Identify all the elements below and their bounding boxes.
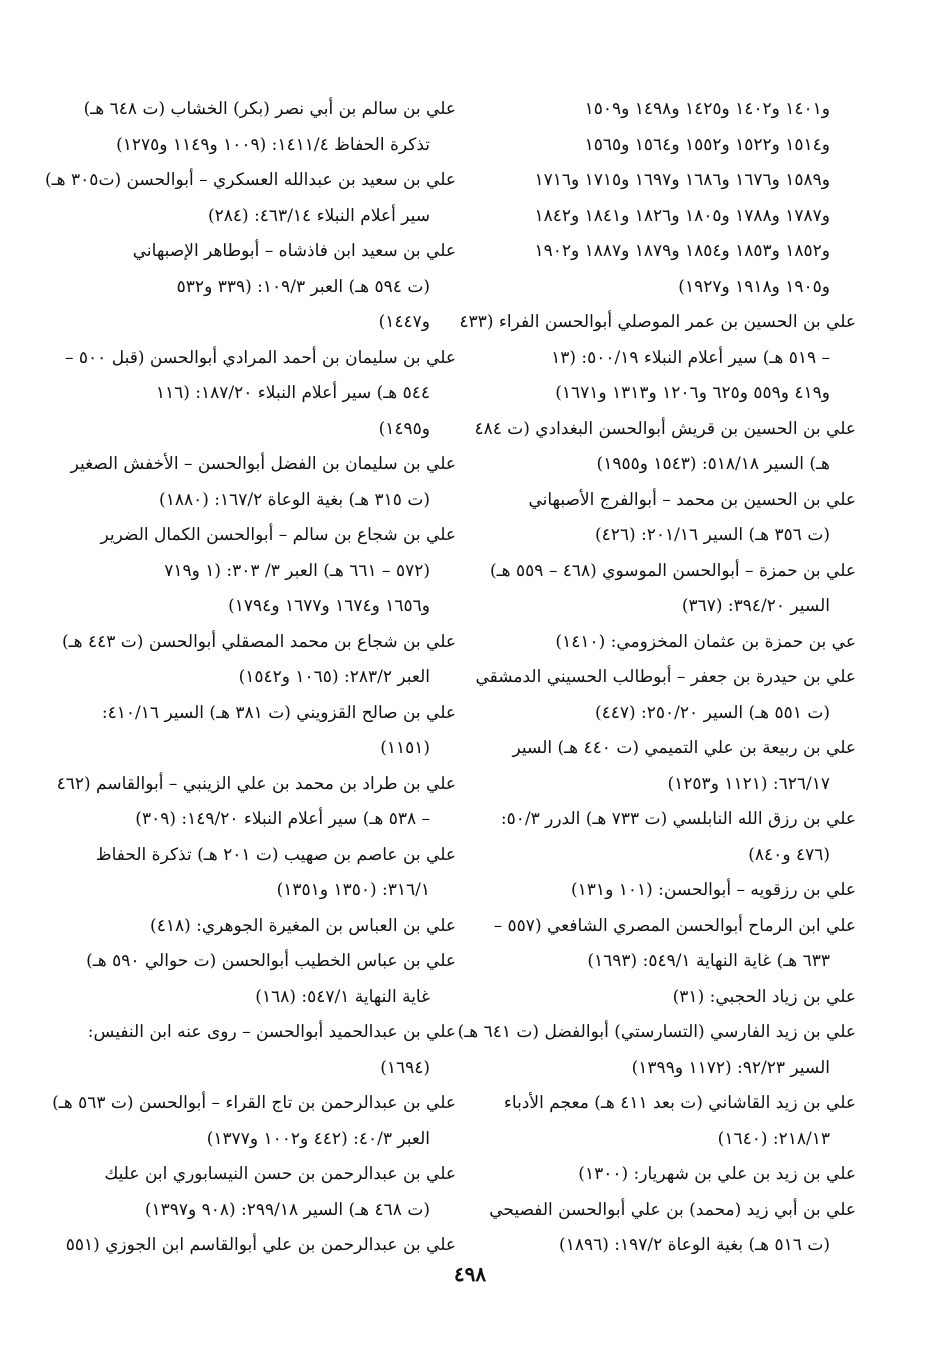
index-entry-line: علي بن عبدالرحمن بن حسن النيسابوري ابن عليك bbox=[104, 1164, 456, 1184]
index-entry-line: علي بن سالم بن أبي نصر (بكر) الخشاب (ت ٦٤٨ هـ) bbox=[83, 99, 456, 119]
index-entry-line: (ت ٣١٥ هـ) بغية الوعاة ١٦٧/٢: (١٨٨٠) bbox=[159, 489, 430, 510]
index-entry-line: علي ابن الرماح أبوالحسن المصري الشافعي (٥٥٧ – bbox=[493, 915, 856, 936]
index-entry-line: و١٤٤٧) bbox=[378, 312, 430, 332]
index-entry-line: تذكرة الحفاظ ١٤١١/٤: (١٠٠٩ و١١٤٩ و١٢٧٥) bbox=[116, 134, 430, 155]
index-entry-line: علي بن أبي زيد (محمد) بن علي أبوالحسن الفصيحي bbox=[489, 1199, 856, 1220]
index-entry-line: علي بن طراد بن محمد بن علي الزينبي – أبوالقاسم (٤٦٢ bbox=[56, 773, 456, 794]
index-entry-line: علي بن حيدرة بن جعفر – أبوطالب الحسيني الدمشقي bbox=[475, 667, 856, 687]
index-entry-line: و١٥٨٩ و١٦٧٦ و١٦٨٦ و١٦٩٧ و١٧١٥ و١٧١٦ bbox=[534, 170, 830, 190]
index-entry-line: علي بن عبدالرحمن بن علي أبوالقاسم ابن الجوزي (٥٥١ bbox=[65, 1235, 456, 1255]
index-entry-line: (ت ٥١٦ هـ) بغية الوعاة ١٩٧/٢: (١٨٩٦) bbox=[559, 1235, 830, 1255]
index-entry-line: و١٨٥٢ و١٨٥٣ و١٨٥٤ و١٨٧٩ و١٨٨٧ و١٩٠٢ bbox=[534, 241, 830, 261]
index-entry-line: السير ٩٢/٢٣: (١١٧٢ و١٣٩٩) bbox=[631, 1057, 830, 1078]
index-entry-line: علي بن زيد الفارسي (التسارستي) أبوالفضل (ت ٦٤١ هـ) bbox=[457, 1022, 856, 1042]
index-entry-line: – ٥١٩ هـ) سير أعلام النبلاء ٥٠٠/١٩: (١٣ bbox=[551, 347, 830, 368]
index-entry-line: ٥٤٤ هـ) سير أعلام النبلاء ١٨٧/٢٠: (١١٦ bbox=[155, 383, 430, 403]
index-entry-line: علي بن عباس الخطيب أبوالحسن (ت حوالي ٥٩٠ هـ) bbox=[86, 951, 456, 971]
index-entry-line: (ت ٤٦٨ هـ) السير ٢٩٩/١٨: (٩٠٨ و١٣٩٧) bbox=[144, 1199, 430, 1220]
index-entry-line: (ت ٥٩٤ هـ) العبر ١٠٩/٣: (٣٣٩ و٥٣٢ bbox=[176, 276, 430, 297]
index-entry-line: (ت ٣٥٦ هـ) السير ٢٠١/١٦: (٤٢٦) bbox=[594, 525, 830, 545]
index-entry-line: علي بن سليمان بن الفضل أبوالحسن – الأخفش الصغير bbox=[70, 454, 456, 474]
index-entry-line: (١٦٩٤) bbox=[380, 1057, 430, 1078]
index-entry-line: و١٦٥٦ و١٦٧٤ و١٦٧٧ و١٧٩٤) bbox=[228, 596, 430, 616]
index-entry-line: (ت ٥٥١ هـ) السير ٢٥٠/٢٠: (٤٤٧) bbox=[594, 702, 830, 723]
page-number: ٤٩٨ bbox=[453, 1262, 487, 1286]
index-entry-line: العبر ٤٠/٣: (٤٤٢ و١٠٠٢ و١٣٧٧) bbox=[206, 1128, 430, 1149]
index-entry-line: علي بن عاصم بن صهيب (ت ٢٠١ هـ) تذكرة الحفاظ bbox=[95, 844, 456, 865]
index-entry-line: و١٤٩٥) bbox=[378, 418, 430, 439]
index-entry-line: علي بن الحسين بن عمر الموصلي أبوالحسن الفراء (٤٣٣ bbox=[459, 312, 856, 332]
index-entry-line: علي بن الحسين بن محمد – أبوالفرج الأصبهاني bbox=[528, 489, 856, 510]
index-entry-line: علي بن شجاع بن سالم – أبوالحسن الكمال الضرير bbox=[100, 525, 456, 545]
index-entry-line: – ٥٣٨ هـ) سير أعلام النبلاء ١٤٩/٢٠: (٣٠٩) bbox=[135, 809, 430, 829]
index-entry-line: علي بن زيد القاشاني (ت بعد ٤١١ هـ) معجم الأدباء bbox=[503, 1093, 856, 1113]
index-entry-line: علي بن سليمان بن أحمد المرادي أبوالحسن (قبل ٥٠٠ – bbox=[65, 347, 456, 368]
index-entry-line: (٥٧٢ – ٦٦١ هـ) العبر ٣/ ٣٠٣: (١ و٧١٩ bbox=[164, 560, 430, 581]
index-entry-line: (٤٧٦ و٨٤٠) bbox=[748, 844, 830, 865]
index-entry-line: ٢١٨/١٣: (١٦٤٠) bbox=[717, 1128, 830, 1149]
index-entry-line: علي بن عبدالحميد أبوالحسن – روى عنه ابن النفيس: bbox=[87, 1022, 456, 1042]
index-entry-line: علي بن شجاع بن محمد المصقلي أبوالحسن (ت ٤٤٣ هـ) bbox=[61, 631, 456, 652]
index-entry-line: علي بن الحسين بن قريش أبوالحسن البغدادي (ت ٤٨٤ bbox=[474, 418, 856, 439]
index-entry-line: علي بن ربيعة بن علي التميمي (ت ٤٤٠ هـ) السير bbox=[512, 738, 856, 758]
index-entry-line: علي بن صالح القزويني (ت ٣٨١ هـ) السير ٤١٠/١٦: bbox=[101, 702, 456, 723]
index-entry-line: علي بن عبدالرحمن بن تاج القراء – أبوالحسن (ت ٥٦٣ هـ) bbox=[52, 1093, 456, 1113]
index-entry-line: و١٥١٤ و١٥٢٢ و١٥٥٢ و١٥٦٤ و١٥٦٥ bbox=[584, 134, 830, 155]
index-entry-line: غاية النهاية ٥٤٧/١: (١٦٨) bbox=[255, 986, 430, 1007]
index-entry-line: علي بن رزقويه – أبوالحسن: (١٠١ و١٣١) bbox=[571, 880, 856, 900]
index-column-left bbox=[45, 92, 456, 1264]
index-entry-line: ٦٣٣ هـ) غاية النهاية ٥٤٩/١: (١٦٩٣) bbox=[587, 951, 830, 971]
index-entry-line: علي بن زيد بن علي بن شهريار: (١٣٠٠) bbox=[578, 1164, 856, 1184]
index-entry-line: علي بن حمزة – أبوالحسن الموسوي (٤٦٨ – ٥٥٩ هـ) bbox=[490, 560, 856, 581]
index-entry-line: علي بن زياد الحجبي: (٣١) bbox=[672, 986, 856, 1007]
index-column-right bbox=[457, 92, 856, 1264]
index-entry-line: سير أعلام النبلاء ٤٦٣/١٤: (٢٨٤) bbox=[207, 205, 430, 226]
index-entry-line: و١٩٠٥ و١٩١٨ و١٩٢٧) bbox=[678, 276, 830, 297]
index-entry-line: علي بن رزق الله النابلسي (ت ٧٣٣ هـ) الدرر ٥٠/٣: bbox=[500, 809, 856, 829]
index-entry-line: ٣١٦/١: (١٣٥٠ و١٣٥١) bbox=[276, 880, 430, 900]
index-entry-line: (١١٥١) bbox=[380, 738, 430, 758]
index-entry-line: عي بن حمزة بن عثمان المخزومي: (١٤١٠) bbox=[555, 631, 856, 652]
index-entry-line: علي بن سعيد ابن فاذشاه – أبوطاهر الإصبهاني bbox=[132, 241, 456, 261]
index-entry-line: هـ) السير ٥١٨/١٨: (١٥٤٣ و١٩٥٥) bbox=[596, 454, 830, 474]
index-entry-line: علي بن سعيد بن عبدالله العسكري – أبوالحسن (ت٣٠٥ هـ) bbox=[45, 170, 456, 190]
index-entry-line: علي بن العباس بن المغيرة الجوهري: (٤١٨) bbox=[150, 915, 456, 936]
index-entry-line: السير ٣٩٤/٢٠: (٣٦٧) bbox=[681, 596, 830, 616]
index-entry-line: ٦٢٦/١٧: (١١٢١ و١٢٥٣) bbox=[667, 773, 830, 794]
index-entry-line: و١٤٠١ و١٤٠٢ و١٤٢٥ و١٤٩٨ و١٥٠٩ bbox=[584, 99, 830, 119]
index-entry-line: و٤١٩ و٥٥٩ و٦٢٥ و١٢٠٦ و١٣١٣ و١٦٧١) bbox=[555, 383, 830, 403]
index-entry-line: العبر ٢٨٣/٢: (١٠٦٥ و١٥٤٢) bbox=[238, 667, 430, 687]
index-entry-line: و١٧٨٧ و١٧٨٨ و١٨٠٥ و١٨٢٦ و١٨٤١ و١٨٤٢ bbox=[534, 205, 830, 226]
